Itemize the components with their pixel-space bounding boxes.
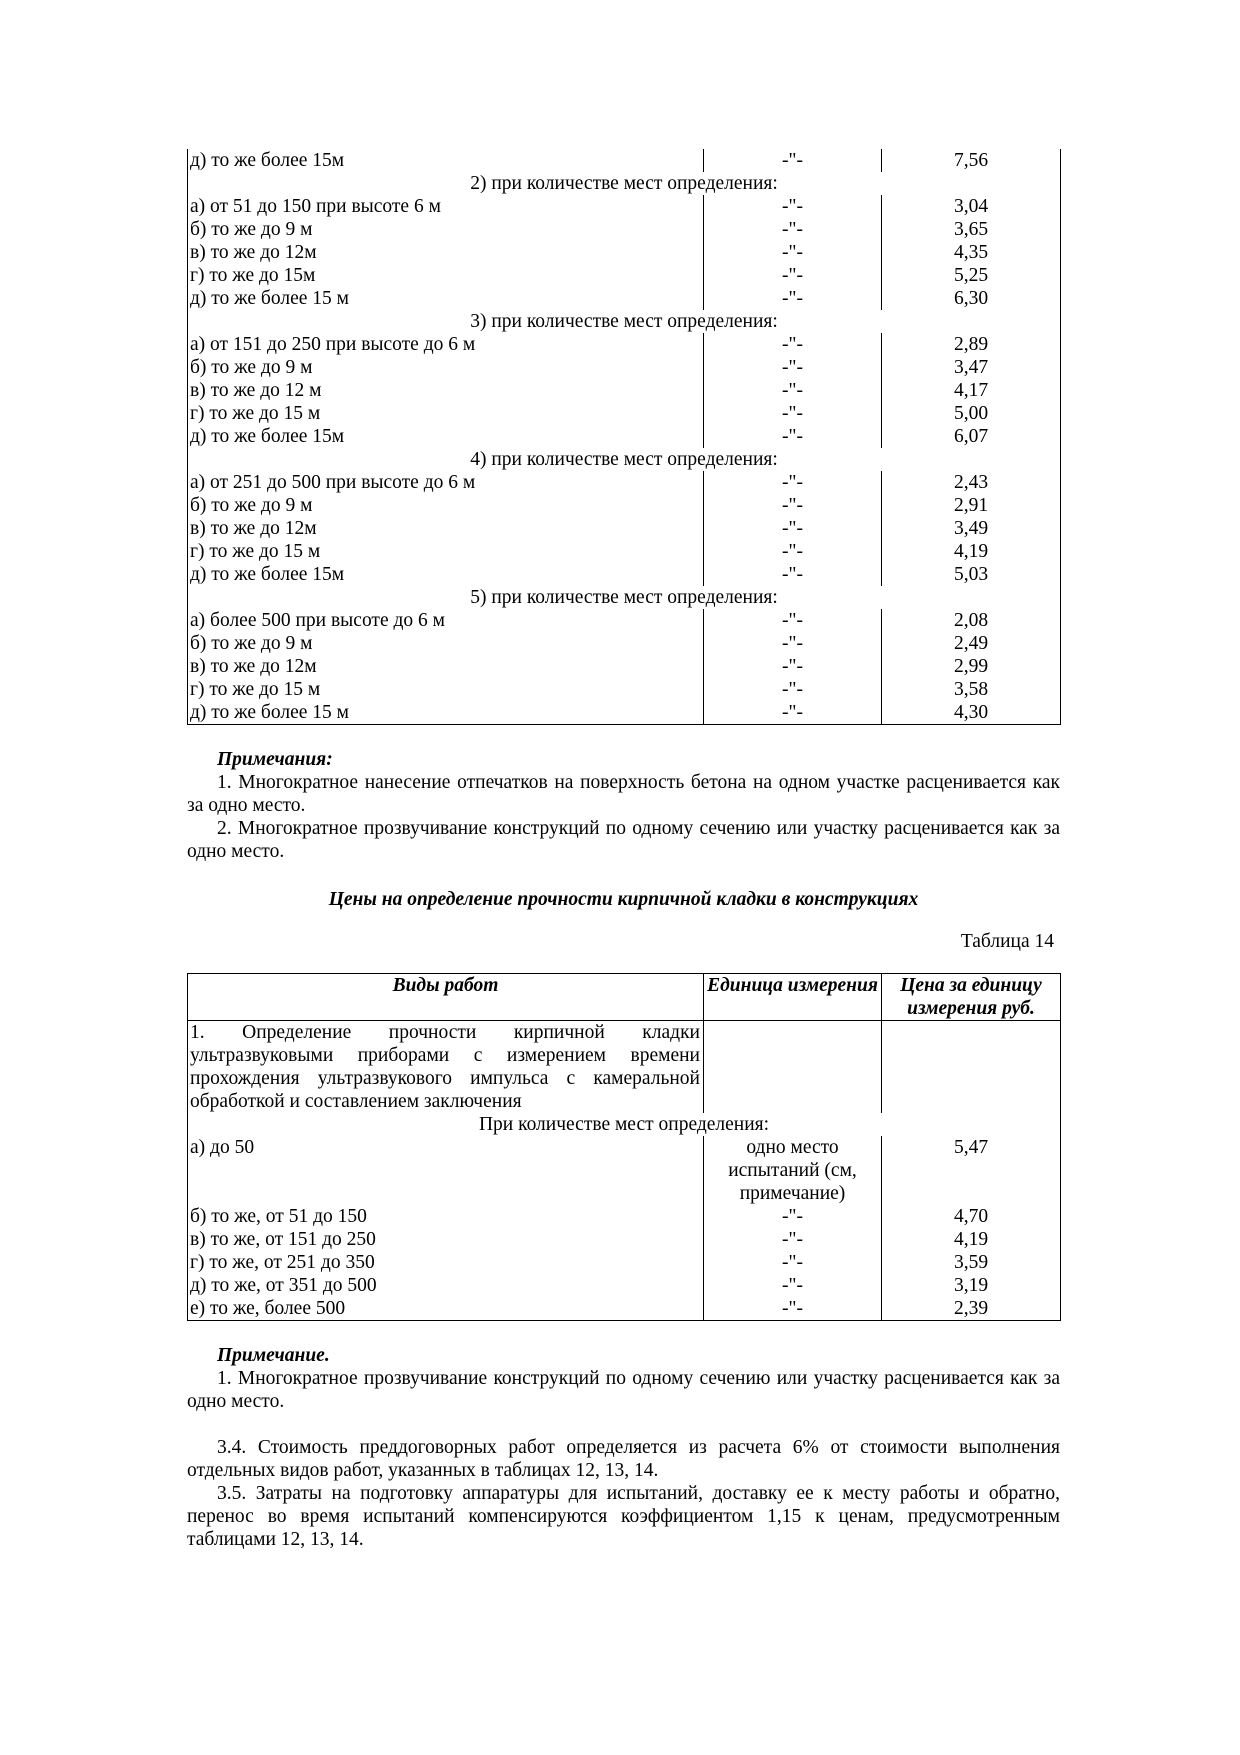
table-row xyxy=(188,678,1061,701)
price-cell: 2,99 xyxy=(953,656,989,677)
unit-cell: -"- xyxy=(704,287,882,310)
work-name-cell: а) от 51 до 150 при высоте 6 м xyxy=(188,195,704,218)
work-name-cell: в) то же до 12м xyxy=(188,241,704,264)
unit-cell: -"- xyxy=(704,379,882,402)
table-row xyxy=(188,425,1061,448)
group-header-row xyxy=(188,172,1061,195)
work-name-cell: е) то же, более 500 xyxy=(188,1297,704,1321)
unit-cell: -"- xyxy=(704,678,882,701)
price-cell: 5,25 xyxy=(953,265,989,286)
table-label: Таблица 14 xyxy=(960,931,1054,952)
section-heading: Цены на определение прочности кирпичной кладки в конструкциях xyxy=(328,889,919,910)
group-header-row xyxy=(188,310,1061,333)
table-row xyxy=(188,701,1061,725)
group-header: 3) при количестве мест определения: xyxy=(470,311,778,332)
work-name-cell: д) то же более 15м xyxy=(188,425,704,448)
work-name-cell: б) то же до 9 м xyxy=(188,356,704,379)
table-row xyxy=(188,609,1061,632)
work-name-cell: д) то же более 15 м xyxy=(188,287,704,310)
note-title: Примечание. xyxy=(217,1345,330,1366)
unit-cell xyxy=(704,1021,882,1114)
price-cell: 4,19 xyxy=(953,541,989,562)
unit-cell: -"- xyxy=(704,1297,882,1321)
table-row xyxy=(188,218,1061,241)
table-row xyxy=(188,517,1061,540)
price-cell: 4,19 xyxy=(953,1229,989,1250)
price-cell: 4,70 xyxy=(953,1206,989,1227)
note-item: 1. Многократное прозвучивание конструкций по одному сечению или участку расценивается как за одно место. xyxy=(187,1368,1060,1412)
unit-cell: -"- xyxy=(704,1205,882,1228)
notes-title: Примечания: xyxy=(217,749,333,770)
table-row xyxy=(188,1297,1061,1321)
unit-cell: -"- xyxy=(704,333,882,356)
work-name-cell: а) до 50 xyxy=(188,1136,704,1205)
work-name-cell: д) то же более 15м xyxy=(188,563,704,586)
unit-cell: -"- xyxy=(704,655,882,678)
note-item: 1. Многократное нанесение отпечатков на поверхность бетона на одном участке расценивается как за одно место. xyxy=(187,772,1060,816)
price-cell xyxy=(882,1021,1061,1114)
unit-cell: -"- xyxy=(704,241,882,264)
work-name-cell: г) то же до 15 м xyxy=(188,402,704,425)
price-cell: 6,07 xyxy=(953,426,989,447)
price-cell: 3,59 xyxy=(953,1252,989,1273)
column-header: Виды работ xyxy=(188,974,704,1021)
unit-cell: -"- xyxy=(704,1251,882,1274)
table-row xyxy=(188,563,1061,586)
price-cell: 3,65 xyxy=(953,219,989,240)
unit-cell: -"- xyxy=(704,494,882,517)
paragraph-3-4: 3.4. Стоимость преддоговорных работ определяется из расчета 6% от стоимости выполнения отдельных видов работ, указанных в таблицах 12, 13, 14. xyxy=(187,1437,1060,1481)
price-cell: 2,91 xyxy=(953,495,989,516)
table-row xyxy=(188,241,1061,264)
unit-cell: -"- xyxy=(704,402,882,425)
unit-cell: -"- xyxy=(704,517,882,540)
unit-cell: -"- xyxy=(704,540,882,563)
price-cell: 5,00 xyxy=(953,403,989,424)
price-cell: 6,30 xyxy=(953,288,989,309)
work-name-cell: г) то же до 15м xyxy=(188,264,704,287)
note-item: 2. Многократное прозвучивание конструкций по одному сечению или участку расценивается как за одно место. xyxy=(187,818,1060,862)
unit-cell: -"- xyxy=(704,632,882,655)
work-name-cell: б) то же до 9 м xyxy=(188,494,704,517)
price-cell: 2,08 xyxy=(953,610,989,631)
group-header: 5) при количестве мест определения: xyxy=(470,587,778,608)
table-row xyxy=(188,195,1061,218)
table-row xyxy=(188,356,1061,379)
price-cell: 4,17 xyxy=(953,380,989,401)
unit-cell: -"- xyxy=(704,563,882,586)
price-cell: 2,43 xyxy=(953,472,989,493)
price-cell: 2,89 xyxy=(953,334,989,355)
price-cell: 7,56 xyxy=(953,150,989,171)
work-name-cell: в) то же, от 151 до 250 xyxy=(188,1228,704,1251)
table-row xyxy=(188,264,1061,287)
work-name-cell: а) от 151 до 250 при высоте до 6 м xyxy=(188,333,704,356)
work-name-cell: б) то же до 9 м xyxy=(188,632,704,655)
work-name-cell: а) от 251 до 500 при высоте до 6 м xyxy=(188,471,704,494)
group-header-row xyxy=(188,586,1061,609)
price-cell: 2,49 xyxy=(953,633,989,654)
table-row xyxy=(188,379,1061,402)
work-name-cell: г) то же до 15 м xyxy=(188,540,704,563)
unit-cell: одно место испытаний (см, примечание) xyxy=(704,1136,882,1205)
unit-cell: -"- xyxy=(704,1274,882,1297)
table-row xyxy=(188,655,1061,678)
table-row xyxy=(188,1228,1061,1251)
price-cell: 3,47 xyxy=(953,357,989,378)
work-name-cell: в) то же до 12 м xyxy=(188,379,704,402)
unit-cell: -"- xyxy=(704,218,882,241)
price-cell: 3,19 xyxy=(953,1275,989,1296)
price-cell: 5,03 xyxy=(953,564,989,585)
work-name-cell: б) то же до 9 м xyxy=(188,218,704,241)
column-header: Единица измерения xyxy=(704,974,882,1021)
paragraph-3-5: 3.5. Затраты на подготовку аппаратуры для испытаний, доставку ее к месту работы и обратно, перенос во время испытаний компенсируются коэффициентом 1,15 к ценам, предусмотренным таблицами 12, 13, 14. xyxy=(187,1483,1060,1550)
price-cell: 4,35 xyxy=(953,242,989,263)
unit-cell: -"- xyxy=(704,1228,882,1251)
unit-cell: -"- xyxy=(704,195,882,218)
table-row xyxy=(188,1274,1061,1297)
column-header: Цена за единицу измерения руб. xyxy=(882,974,1061,1021)
table-row xyxy=(188,1021,1061,1114)
table-row xyxy=(188,402,1061,425)
price-table-body xyxy=(188,149,1061,725)
group-header-row xyxy=(188,448,1061,471)
table-row xyxy=(188,1205,1061,1228)
work-name-cell: д) то же более 15 м xyxy=(188,701,704,725)
work-name-cell: б) то же, от 51 до 150 xyxy=(188,1205,704,1228)
price-table-continuation xyxy=(187,149,1061,725)
price-cell: 4,30 xyxy=(953,702,989,723)
unit-cell: -"- xyxy=(704,425,882,448)
work-name-cell: д) то же более 15м xyxy=(188,149,704,172)
table-row xyxy=(188,333,1061,356)
table-row xyxy=(188,1136,1061,1205)
table-row xyxy=(188,471,1061,494)
price-cell: 3,49 xyxy=(953,518,989,539)
work-name-cell: а) более 500 при высоте до 6 м xyxy=(188,609,704,632)
table-14 xyxy=(187,973,1061,1321)
price-cell: 3,04 xyxy=(953,196,989,217)
work-name-cell: 1. Определение прочности кирпичной кладки ультразвуковыми приборами с измерением времени прохождения ультразвукового импульса с камеральной обработкой и составлением заключения xyxy=(188,1021,704,1114)
price-cell: 2,39 xyxy=(953,1298,989,1319)
group-header: 2) при количестве мест определения: xyxy=(470,173,778,194)
group-header: 4) при количестве мест определения: xyxy=(470,449,778,470)
work-name-cell: в) то же до 12м xyxy=(188,517,704,540)
table-row xyxy=(188,287,1061,310)
unit-cell: -"- xyxy=(704,701,882,725)
price-cell: 3,58 xyxy=(953,679,989,700)
table-row xyxy=(188,149,1061,172)
unit-cell: -"- xyxy=(704,609,882,632)
unit-cell: -"- xyxy=(704,356,882,379)
unit-cell: -"- xyxy=(704,149,882,172)
table-row xyxy=(188,540,1061,563)
unit-cell: -"- xyxy=(704,264,882,287)
work-name-cell: в) то же до 12м xyxy=(188,655,704,678)
price-cell: 5,47 xyxy=(953,1137,989,1158)
group-header-row xyxy=(188,1113,1061,1136)
work-name-cell: г) то же до 15 м xyxy=(188,678,704,701)
table-14-body xyxy=(188,1021,1061,1321)
work-name-cell: г) то же, от 251 до 350 xyxy=(188,1251,704,1274)
page-content xyxy=(187,149,1060,1551)
table-row xyxy=(188,632,1061,655)
group-header: При количестве мест определения: xyxy=(478,1114,770,1135)
table-row xyxy=(188,1251,1061,1274)
unit-cell: -"- xyxy=(704,471,882,494)
table-header-row xyxy=(188,974,1061,1021)
work-name-cell: д) то же, от 351 до 500 xyxy=(188,1274,704,1297)
table-row xyxy=(188,494,1061,517)
